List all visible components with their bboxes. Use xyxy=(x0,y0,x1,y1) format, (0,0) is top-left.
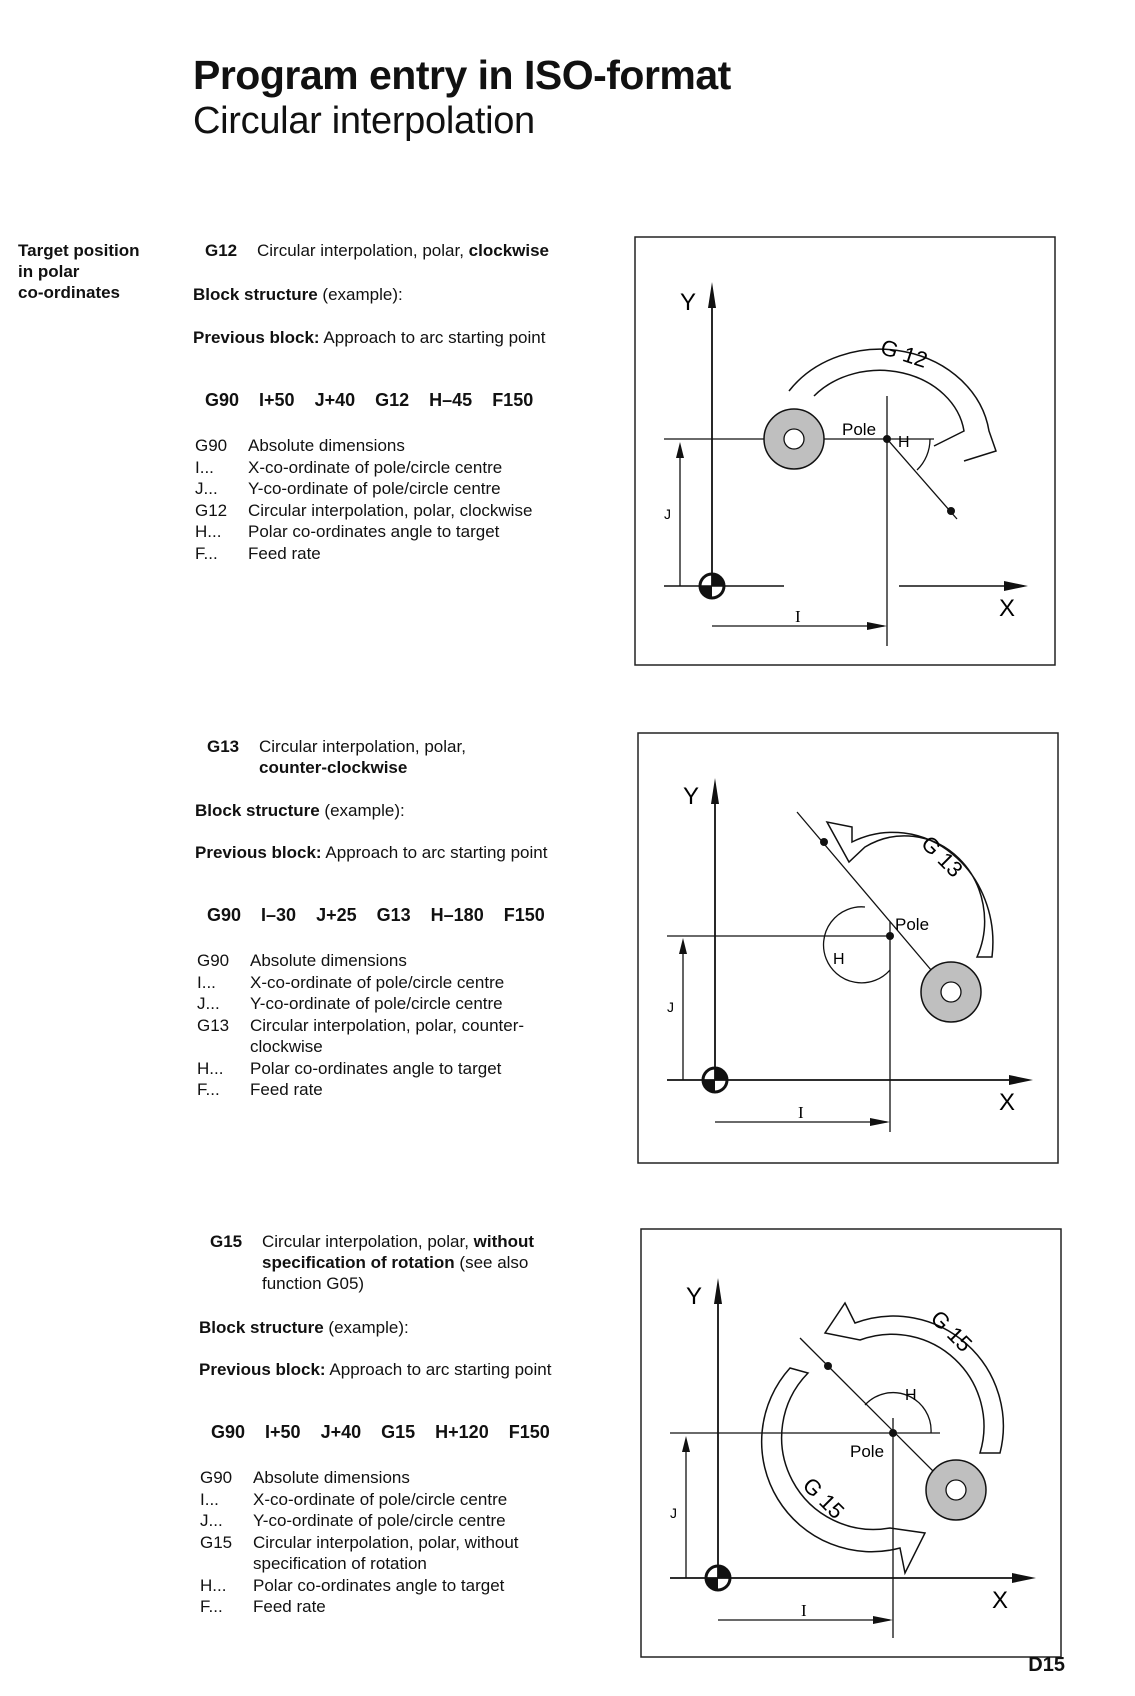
page-subtitle: Circular interpolation xyxy=(193,100,535,142)
heading-bold: counter-clockwise xyxy=(259,758,408,777)
i-label: I xyxy=(795,607,801,626)
definition-row xyxy=(200,1575,573,1597)
j-label: J xyxy=(667,999,674,1015)
heading-text: Circular interpolation, polar, xyxy=(257,241,469,260)
x-axis-arrowhead xyxy=(1009,1075,1033,1085)
block-structure-line xyxy=(195,800,405,821)
nc-word: H+120 xyxy=(435,1422,489,1442)
target-point xyxy=(824,1362,832,1370)
nc-word: J+40 xyxy=(320,1422,362,1442)
previous-block-label: Previous block: xyxy=(193,328,320,347)
block-structure-line xyxy=(199,1317,409,1338)
h-label: H xyxy=(833,951,845,968)
definition-value: X-co-ordinate of pole/circle centre xyxy=(253,1489,508,1509)
function-code: G12 xyxy=(205,241,238,260)
cutter-hub xyxy=(784,429,804,449)
y-axis-label: Y xyxy=(680,289,697,316)
definition-key: F... xyxy=(200,1597,223,1616)
definition-value: Feed rate xyxy=(250,1080,323,1099)
definition-key: I... xyxy=(200,1489,219,1509)
block-structure-label: Block structure xyxy=(193,285,318,304)
definition-value: Polar co-ordinates angle to target xyxy=(250,1058,502,1078)
section-heading xyxy=(205,240,549,261)
definition-value: Y-co-ordinate of pole/circle centre xyxy=(253,1511,506,1530)
nc-word: I+50 xyxy=(265,1422,301,1442)
h-angle-arc xyxy=(917,439,930,470)
nc-word: G90 xyxy=(207,905,242,925)
block-structure-suffix: (example): xyxy=(319,801,405,820)
definition-key: H... xyxy=(200,1575,227,1595)
x-axis-label: X xyxy=(992,1587,1009,1614)
nc-word: G12 xyxy=(375,390,410,410)
block-structure-line xyxy=(193,284,403,305)
definition-value: Feed rate xyxy=(248,543,321,563)
block-structure-label: Block structure xyxy=(195,801,320,820)
definition-row xyxy=(195,500,568,522)
definition-value: Y-co-ordinate of pole/circle centre xyxy=(248,479,501,498)
pole-label: Pole xyxy=(842,420,877,439)
definition-key: F... xyxy=(197,1080,220,1099)
definition-value: Absolute dimensions xyxy=(253,1468,410,1487)
j-label: J xyxy=(670,1505,677,1521)
clockwise-arrow-inner xyxy=(814,370,964,446)
definition-key: H... xyxy=(197,1058,224,1078)
g15-diagram xyxy=(640,1228,1064,1660)
side-label-line: co-ordinates xyxy=(18,283,121,302)
nc-word: I–30 xyxy=(261,905,297,925)
definition-row xyxy=(200,1596,573,1618)
definition-key: G90 xyxy=(197,951,230,970)
definition-value: Circular interpolation, polar, counter-clockwise xyxy=(250,1015,525,1056)
definition-row xyxy=(195,478,568,500)
j-arrowhead xyxy=(679,938,687,954)
definition-key: H... xyxy=(195,522,222,541)
origin-quadrant xyxy=(712,574,724,586)
pole-label: Pole xyxy=(895,915,930,934)
definition-value: X-co-ordinate of pole/circle centre xyxy=(248,457,503,477)
definitions-list xyxy=(197,950,570,1101)
page-number: D15 xyxy=(1028,1654,1065,1676)
lower-rotation-arrow xyxy=(762,1368,925,1573)
cutter-hub xyxy=(946,1480,966,1500)
section-heading xyxy=(207,736,466,778)
definition-key: G13 xyxy=(197,1015,230,1035)
j-arrowhead xyxy=(676,442,684,458)
nc-word: I+50 xyxy=(259,390,295,410)
y-axis-arrowhead xyxy=(708,282,716,308)
side-label-line: in polar xyxy=(18,262,80,281)
diagram-frame xyxy=(635,237,1055,665)
definition-row xyxy=(197,1058,570,1080)
previous-block-line xyxy=(199,1359,551,1380)
definition-row xyxy=(195,521,568,543)
definition-key: J... xyxy=(197,994,220,1013)
definition-row xyxy=(197,972,570,994)
target-line xyxy=(887,439,957,519)
definition-value: Polar co-ordinates angle to target xyxy=(248,522,500,541)
definition-row xyxy=(197,950,570,972)
heading-bold: clockwise xyxy=(468,241,549,260)
y-axis-label: Y xyxy=(683,783,700,810)
h-angle-arc xyxy=(824,907,890,983)
target-point xyxy=(820,838,828,846)
definition-row xyxy=(197,1015,570,1058)
block-structure-suffix: (example): xyxy=(317,285,403,304)
definition-row xyxy=(200,1489,573,1511)
definition-value: Y-co-ordinate of pole/circle centre xyxy=(250,994,503,1013)
pole-label: Pole xyxy=(850,1442,885,1461)
block-structure-suffix: (example): xyxy=(323,1318,409,1337)
heading-text: Circular interpolation, polar, xyxy=(259,737,466,756)
h-label: H xyxy=(898,434,910,451)
definition-key: I... xyxy=(197,972,216,992)
nc-word: F150 xyxy=(492,390,534,410)
side-label-line: Target position xyxy=(18,241,140,260)
definition-row xyxy=(197,993,570,1015)
heading-text: Circular interpolation, polar, xyxy=(262,1232,474,1251)
h-label: H xyxy=(905,1387,917,1404)
nc-word: G90 xyxy=(211,1422,246,1442)
i-arrowhead xyxy=(867,622,887,630)
arc-label-lower: G 15 xyxy=(797,1472,850,1524)
nc-block xyxy=(211,1422,570,1443)
definition-row xyxy=(197,1079,570,1101)
arc-label: G 13 xyxy=(916,830,968,883)
nc-word: H–180 xyxy=(430,905,484,925)
nc-word: J+40 xyxy=(314,390,356,410)
previous-block-text: Approach to arc starting point xyxy=(319,328,546,347)
nc-word: F150 xyxy=(508,1422,550,1442)
definition-key: J... xyxy=(195,479,218,498)
definition-row xyxy=(195,435,568,457)
j-label: J xyxy=(664,506,671,522)
g12-diagram xyxy=(634,236,1058,668)
definition-value: Feed rate xyxy=(253,1597,326,1616)
nc-word: G15 xyxy=(381,1422,416,1442)
origin-quadrant xyxy=(706,1578,718,1590)
origin-quadrant xyxy=(715,1068,727,1080)
page-title: Program entry in ISO-format xyxy=(193,52,731,98)
counter-clockwise-arrow xyxy=(827,822,993,957)
y-axis-arrowhead xyxy=(711,778,719,804)
definition-row xyxy=(200,1532,573,1575)
definition-value: Circular interpolation, polar, without specification of rotation xyxy=(253,1532,519,1573)
diagram-frame xyxy=(638,733,1058,1163)
heading-bold: without xyxy=(473,1232,535,1251)
definition-key: G90 xyxy=(200,1468,233,1487)
definition-key: G15 xyxy=(200,1532,233,1552)
i-label: I xyxy=(798,1103,804,1122)
definition-key: J... xyxy=(200,1511,223,1530)
heading-text: (see also xyxy=(454,1253,529,1272)
j-arrowhead xyxy=(682,1436,690,1452)
pole-point xyxy=(886,932,894,940)
section-heading xyxy=(210,1231,534,1294)
definition-value: Polar co-ordinates angle to target xyxy=(253,1575,505,1595)
origin-quadrant xyxy=(718,1566,730,1578)
definitions-list xyxy=(195,435,568,564)
i-label: I xyxy=(801,1601,807,1620)
nc-block xyxy=(205,390,553,411)
nc-word: H–45 xyxy=(429,390,473,410)
arc-label: G 12 xyxy=(877,334,931,373)
nc-block xyxy=(207,905,565,926)
x-axis-label: X xyxy=(999,595,1016,622)
definition-row xyxy=(200,1467,573,1489)
cutter-hub xyxy=(941,982,961,1002)
x-axis-label: X xyxy=(999,1089,1016,1116)
definition-value: Absolute dimensions xyxy=(248,436,405,455)
nc-word: G90 xyxy=(205,390,240,410)
i-arrowhead xyxy=(870,1118,890,1126)
definitions-list xyxy=(200,1467,573,1618)
block-structure-label: Block structure xyxy=(199,1318,324,1337)
i-arrowhead xyxy=(873,1616,893,1624)
target-point xyxy=(947,507,955,515)
definition-row xyxy=(195,543,568,565)
definition-key: G12 xyxy=(195,500,228,520)
previous-block-text: Approach to arc starting point xyxy=(321,843,548,862)
origin-quadrant xyxy=(700,586,712,598)
definition-value: X-co-ordinate of pole/circle centre xyxy=(250,972,505,992)
y-axis-label: Y xyxy=(686,1283,703,1310)
x-axis-arrowhead xyxy=(1004,581,1028,591)
definition-row xyxy=(200,1510,573,1532)
previous-block-text: Approach to arc starting point xyxy=(325,1360,552,1379)
previous-block-label: Previous block: xyxy=(199,1360,326,1379)
previous-block-line xyxy=(193,327,545,348)
y-axis-arrowhead xyxy=(714,1278,722,1304)
g13-diagram xyxy=(637,732,1061,1166)
nc-word: J+25 xyxy=(316,905,357,925)
x-axis-arrowhead xyxy=(1012,1573,1036,1583)
origin-quadrant xyxy=(703,1080,715,1092)
function-code: G13 xyxy=(207,737,240,756)
previous-block-line xyxy=(195,842,547,863)
side-label xyxy=(18,240,168,303)
function-code: G15 xyxy=(210,1232,243,1251)
upper-rotation-arrow xyxy=(825,1303,1003,1453)
heading-bold: specification of rotation xyxy=(262,1253,455,1272)
heading-text: function G05) xyxy=(262,1274,365,1293)
previous-block-label: Previous block: xyxy=(195,843,322,862)
nc-word: F150 xyxy=(503,905,545,925)
definition-row xyxy=(195,457,568,479)
nc-word: G13 xyxy=(376,905,411,925)
definition-value: Absolute dimensions xyxy=(250,951,407,970)
definition-key: I... xyxy=(195,457,214,477)
definition-value: Circular interpolation, polar, clockwise xyxy=(248,500,533,520)
definition-key: F... xyxy=(195,543,218,563)
definition-key: G90 xyxy=(195,436,228,455)
arc-label: G 15 xyxy=(925,1305,978,1357)
